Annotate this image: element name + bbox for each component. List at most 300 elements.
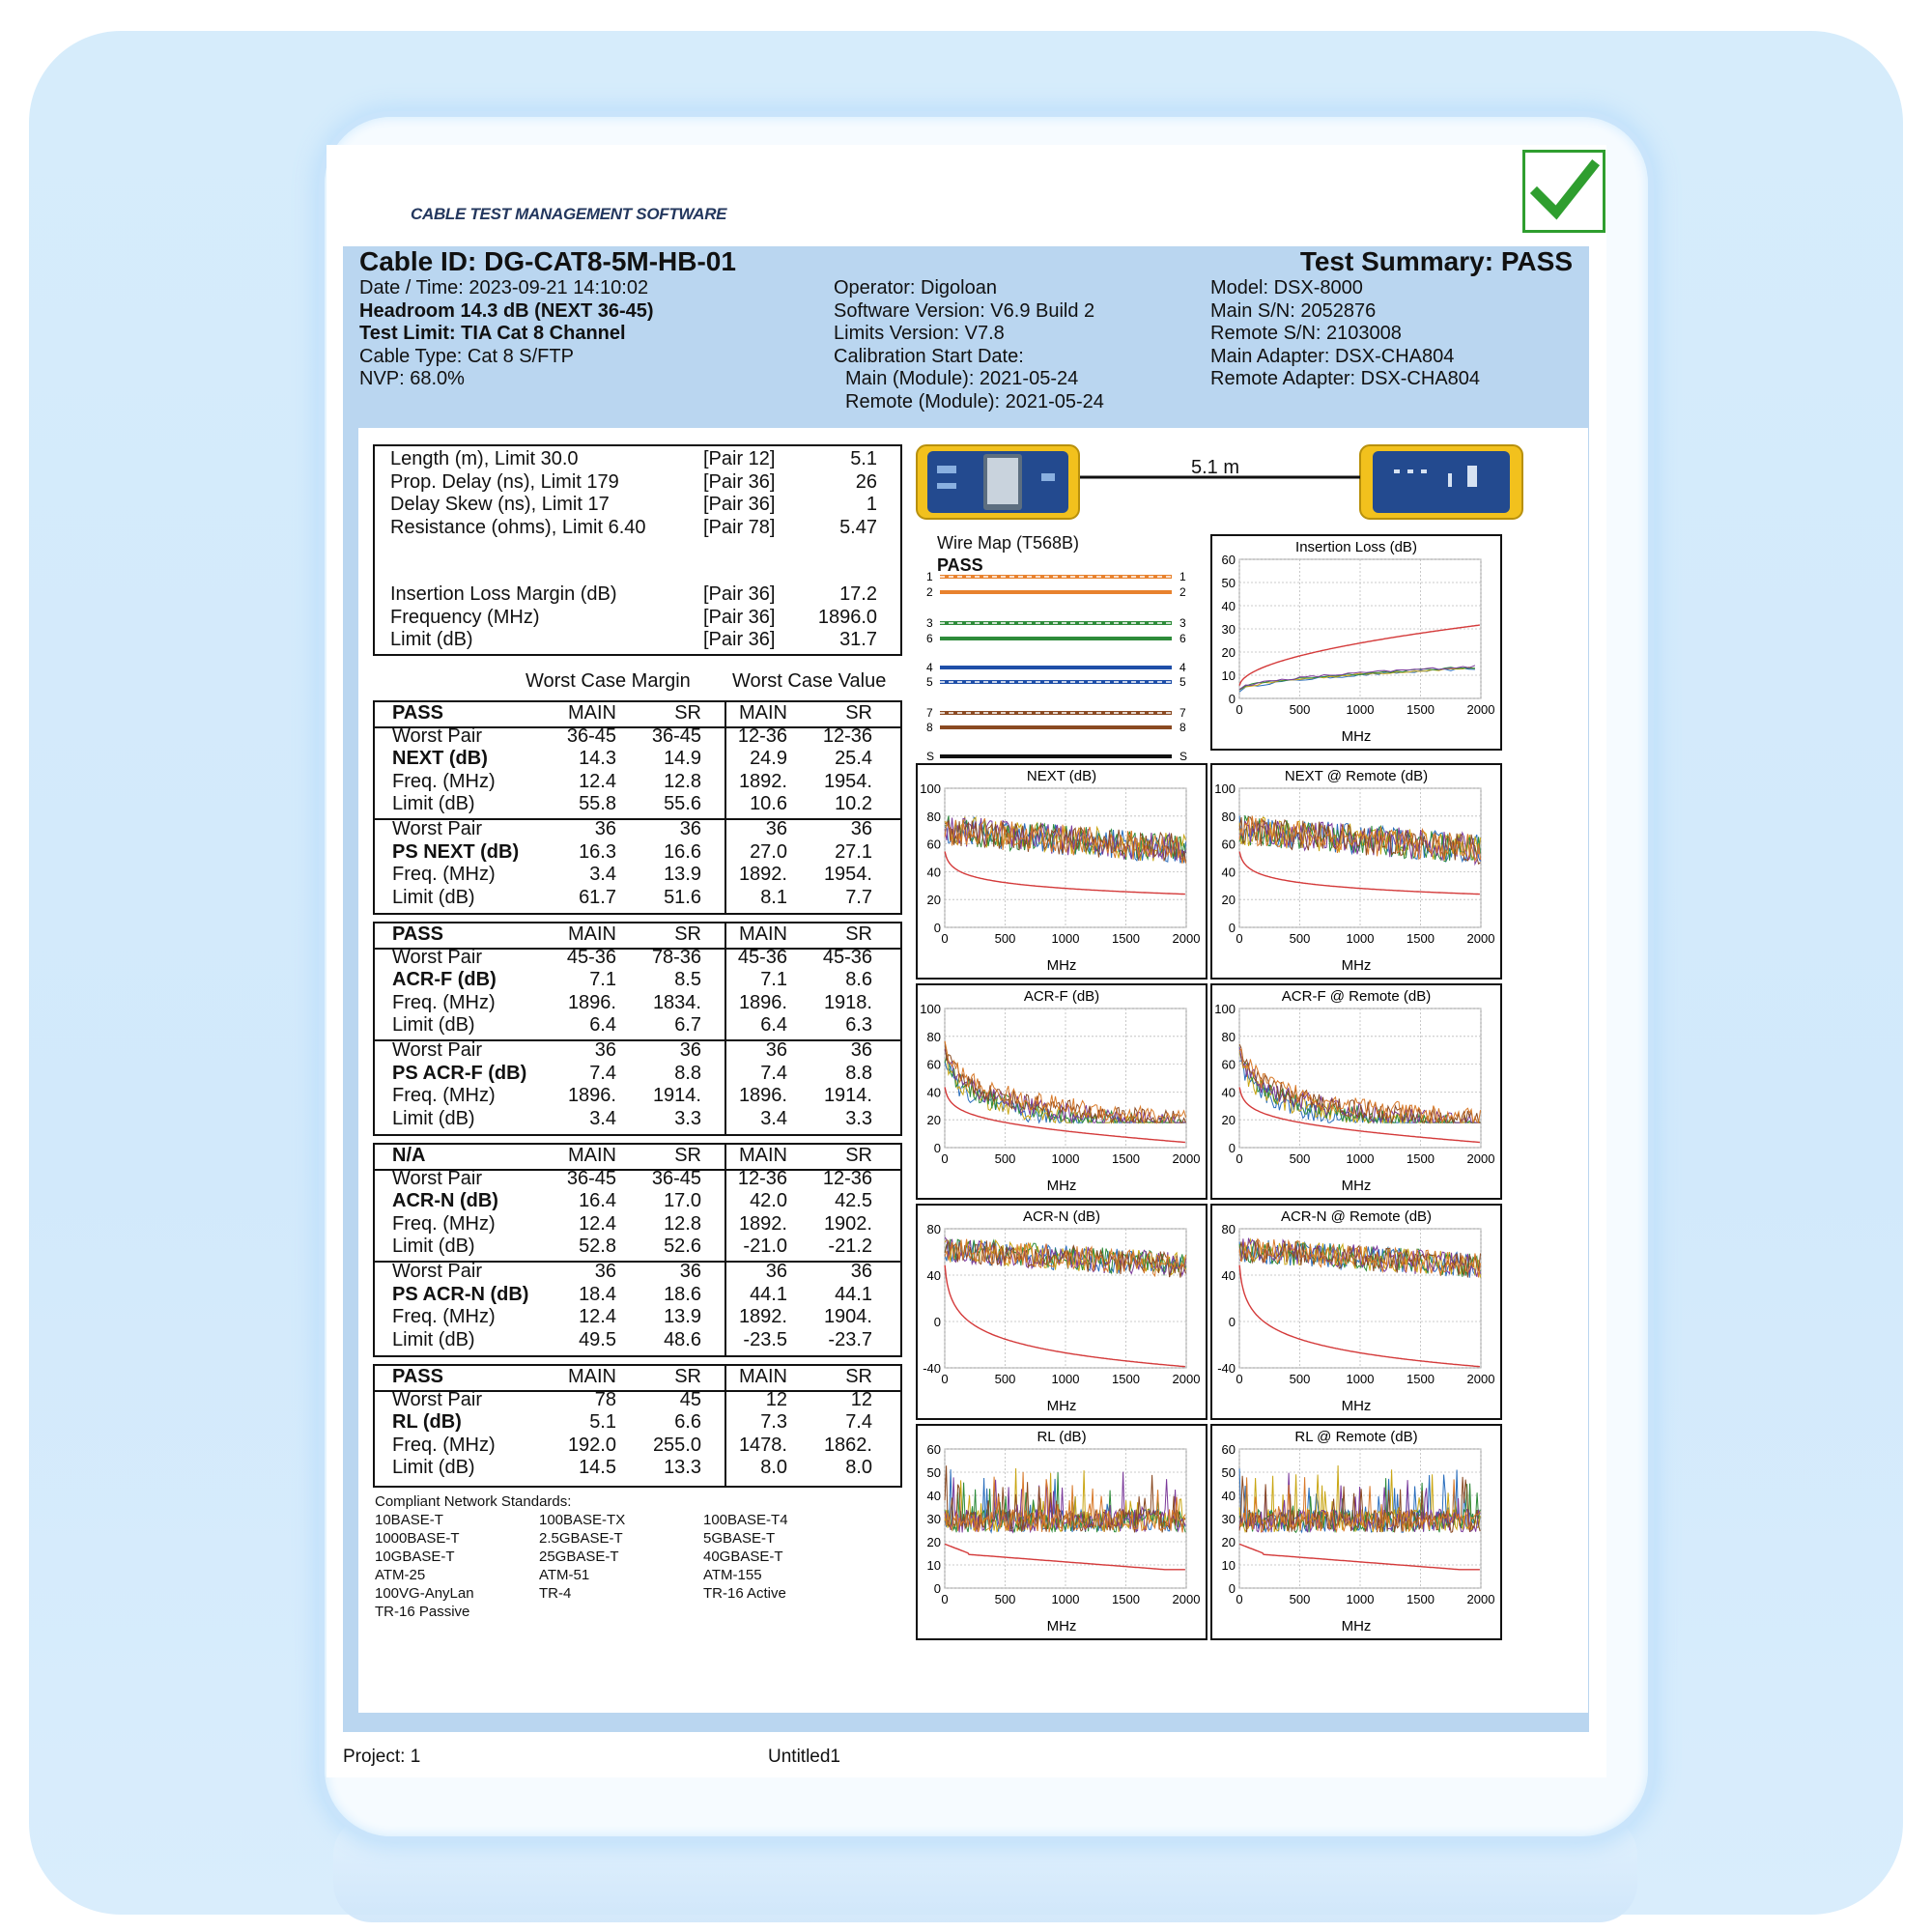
- y-tick-label: 100: [1214, 781, 1236, 796]
- wiremap-pin-right: 6: [1179, 632, 1186, 645]
- pass-checkmark-icon: [1522, 150, 1605, 233]
- y-tick-label: 60: [926, 1057, 941, 1072]
- row-value: 1896.: [567, 991, 616, 1013]
- summary-pair: [Pair 36]: [703, 629, 776, 650]
- row-value: 3.4: [589, 864, 616, 886]
- row-value: 14.3: [579, 748, 616, 770]
- row-value: 52.8: [579, 1236, 616, 1258]
- row-label: Freq. (MHz): [392, 991, 496, 1013]
- x-tick-label: 0: [941, 1372, 949, 1386]
- wiremap-pin-right: 2: [1179, 585, 1186, 599]
- y-tick-label: 100: [920, 781, 941, 796]
- y-tick-label: 40: [1221, 1085, 1236, 1100]
- row-value: 36: [594, 1039, 616, 1061]
- row-value: -23.7: [828, 1328, 872, 1350]
- standard-item: 1000BASE-T: [375, 1530, 460, 1547]
- row-value: 1892.: [738, 770, 787, 792]
- row-value: 27.0: [750, 840, 787, 863]
- y-tick-label: 100: [1214, 1002, 1236, 1016]
- chart-xlabel: MHz: [1341, 1178, 1372, 1194]
- x-tick-label: 500: [1289, 702, 1311, 717]
- row-value: 12.8: [664, 1212, 701, 1235]
- chart-title: NEXT (dB): [1026, 768, 1097, 784]
- y-tick-label: 80: [1221, 809, 1236, 824]
- row-value: 8.1: [760, 886, 787, 908]
- column-main: MAIN: [568, 923, 616, 945]
- row-value: 8.5: [674, 969, 701, 991]
- x-tick-label: 1000: [1346, 702, 1375, 717]
- standard-item: TR-16 Active: [703, 1585, 786, 1602]
- row-value: 52.6: [664, 1236, 701, 1258]
- row-value: 255.0: [652, 1434, 701, 1456]
- y-tick-label: 20: [926, 893, 941, 908]
- row-value: -21.0: [743, 1236, 787, 1258]
- chart-xlabel: MHz: [1046, 1398, 1077, 1414]
- y-tick-label: 50: [1221, 1465, 1236, 1480]
- chart-svg: [1212, 536, 1500, 749]
- chart-title: ACR-N (dB): [1022, 1208, 1101, 1225]
- wiremap-pin-left: 2: [926, 585, 933, 599]
- row-value: 8.6: [845, 969, 872, 991]
- test-summary: Test Summary: PASS: [1299, 246, 1573, 276]
- header-main-sn: Main S/N: 2052876: [1210, 299, 1377, 322]
- row-value: 44.1: [835, 1283, 872, 1305]
- y-tick-label: 0: [933, 1581, 941, 1596]
- row-value: 36: [850, 1261, 872, 1282]
- standard-item: 2.5GBASE-T: [539, 1530, 623, 1547]
- summary-pair: [Pair 36]: [703, 583, 776, 605]
- x-tick-label: 2000: [1466, 931, 1495, 946]
- row-label: Freq. (MHz): [392, 1212, 496, 1235]
- x-tick-label: 500: [1289, 1372, 1311, 1386]
- row-value: 44.1: [750, 1283, 787, 1305]
- main-tester-device: [916, 444, 1080, 525]
- header-software-version: Software Version: V6.9 Build 2: [834, 299, 1095, 322]
- column-main: MAIN: [739, 923, 787, 945]
- row-label: Freq. (MHz): [392, 1434, 496, 1456]
- row-value: 6.4: [760, 1014, 787, 1037]
- x-tick-label: 2000: [1172, 1592, 1201, 1606]
- row-value: 12.4: [579, 1212, 616, 1235]
- y-tick-label: 80: [1221, 1222, 1236, 1236]
- y-tick-label: 50: [926, 1465, 941, 1480]
- row-label: Worst Pair: [392, 1167, 482, 1189]
- cable-id: Cable ID: DG-CAT8-5M-HB-01: [359, 246, 736, 276]
- row-value: 6.7: [674, 1014, 701, 1037]
- row-value: 55.8: [579, 793, 616, 815]
- y-tick-label: 60: [1221, 837, 1236, 852]
- row-label: ACR-N (dB): [392, 1190, 498, 1212]
- chart-5: [916, 1204, 1208, 1420]
- row-value: 1892.: [738, 864, 787, 886]
- x-tick-label: 1500: [1112, 931, 1140, 946]
- row-value: 1902.: [823, 1212, 872, 1235]
- x-tick-label: 1500: [1112, 1372, 1140, 1386]
- row-value: 12-36: [822, 724, 872, 747]
- row-label: Freq. (MHz): [392, 864, 496, 886]
- row-value: 36-45: [566, 724, 616, 747]
- y-tick-label: 40: [1221, 1268, 1236, 1283]
- row-value: 1896.: [738, 991, 787, 1013]
- summary-pair: [Pair 36]: [703, 470, 776, 493]
- y-tick-label: 20: [1221, 1535, 1236, 1549]
- row-value: 7.4: [760, 1062, 787, 1084]
- chart-svg: [1212, 765, 1500, 978]
- x-tick-label: 1000: [1346, 1592, 1375, 1606]
- row-value: 8.0: [760, 1457, 787, 1479]
- row-value: 7.4: [845, 1411, 872, 1434]
- row-value: 27.1: [835, 840, 872, 863]
- row-value: -23.5: [743, 1328, 787, 1350]
- row-value: 12-36: [822, 1167, 872, 1189]
- row-value: 14.5: [579, 1457, 616, 1479]
- wiremap-pin-left: S: [926, 750, 935, 763]
- summary-value: 5.47: [839, 516, 877, 538]
- row-value: 1478.: [738, 1434, 787, 1456]
- x-tick-label: 500: [994, 931, 1016, 946]
- row-value: 18.4: [579, 1283, 616, 1305]
- row-value: 36: [679, 1261, 701, 1282]
- y-tick-label: 0: [1228, 692, 1236, 706]
- chart-xlabel: MHz: [1341, 1618, 1372, 1634]
- chart-svg: [918, 985, 1206, 1198]
- footer-project: Project: 1: [343, 1747, 421, 1767]
- row-value: 36: [594, 818, 616, 839]
- y-tick-label: 60: [1221, 1057, 1236, 1072]
- y-tick-label: 50: [1221, 576, 1236, 590]
- row-label: Freq. (MHz): [392, 1306, 496, 1328]
- x-tick-label: 1500: [1112, 1592, 1140, 1606]
- summary-pair: [Pair 78]: [703, 516, 776, 538]
- summary-pair: [Pair 36]: [703, 494, 776, 515]
- header-nvp: NVP: 68.0%: [359, 368, 465, 389]
- row-label: Worst Pair: [392, 818, 482, 839]
- wiremap-pin-right: S: [1179, 750, 1188, 763]
- y-tick-label: 40: [926, 1085, 941, 1100]
- column-sr: SR: [674, 923, 701, 945]
- wiremap-pin-left: 6: [926, 632, 933, 645]
- wiremap-pin-left: 7: [926, 706, 933, 720]
- row-value: 13.9: [664, 864, 701, 886]
- y-tick-label: 10: [1221, 668, 1236, 683]
- wiremap-pin-left: 5: [926, 675, 933, 689]
- row-label: Limit (dB): [392, 1107, 475, 1129]
- x-tick-label: 0: [941, 931, 949, 946]
- standard-item: 40GBASE-T: [703, 1548, 783, 1565]
- x-tick-label: 500: [994, 1592, 1016, 1606]
- x-tick-label: 500: [1289, 931, 1311, 946]
- chart-title: RL @ Remote (dB): [1294, 1429, 1418, 1445]
- header-remote-adapter: Remote Adapter: DSX-CHA804: [1210, 368, 1481, 389]
- row-value: 7.4: [589, 1062, 616, 1084]
- x-tick-label: 500: [994, 1151, 1016, 1166]
- row-value: 1954.: [823, 864, 872, 886]
- standards-title: Compliant Network Standards:: [375, 1493, 572, 1510]
- column-sr: SR: [845, 702, 872, 724]
- row-value: 1862.: [823, 1434, 872, 1456]
- x-tick-label: 500: [994, 1372, 1016, 1386]
- x-tick-label: 1000: [1051, 1151, 1080, 1166]
- x-tick-label: 1500: [1406, 1592, 1435, 1606]
- row-value: 6.4: [589, 1014, 616, 1037]
- header-operator: Operator: Digoloan: [834, 277, 997, 298]
- x-tick-label: 1500: [1406, 1151, 1435, 1166]
- chart-svg: [918, 765, 1206, 978]
- x-tick-label: 1000: [1051, 1372, 1080, 1386]
- column-main: MAIN: [739, 702, 787, 724]
- y-tick-label: 10: [926, 1558, 941, 1573]
- standard-item: 25GBASE-T: [539, 1548, 619, 1565]
- row-value: 36: [679, 1039, 701, 1061]
- x-tick-label: 0: [1236, 1592, 1243, 1606]
- y-tick-label: 40: [1221, 865, 1236, 880]
- standard-item: ATM-155: [703, 1567, 762, 1583]
- row-label: Worst Pair: [392, 1261, 482, 1282]
- chart-6: [1210, 1204, 1502, 1420]
- row-label: Limit (dB): [392, 886, 475, 908]
- y-tick-label: 80: [926, 1222, 941, 1236]
- row-value: 36: [850, 818, 872, 839]
- y-tick-label: 20: [1221, 1113, 1236, 1128]
- row-value: 12.4: [579, 770, 616, 792]
- chart-title: RL (dB): [1037, 1429, 1087, 1445]
- row-value: 8.8: [674, 1062, 701, 1084]
- row-value: 48.6: [664, 1328, 701, 1350]
- row-value: 3.3: [674, 1107, 701, 1129]
- row-label: Freq. (MHz): [392, 770, 496, 792]
- header-calibration-date: Calibration Start Date:: [834, 345, 1024, 367]
- row-label: Limit (dB): [392, 1236, 475, 1258]
- standard-item: TR-16 Passive: [375, 1604, 470, 1620]
- wiremap-pin-left: 1: [926, 570, 933, 583]
- row-value: 1834.: [652, 991, 701, 1013]
- wiremap-pin-right: 5: [1179, 675, 1186, 689]
- row-value: 42.5: [835, 1190, 872, 1212]
- header-limits-version: Limits Version: V7.8: [834, 323, 1005, 344]
- summary-value: 1896.0: [817, 606, 877, 628]
- summary-box: [373, 444, 902, 656]
- x-tick-label: 2000: [1466, 1592, 1495, 1606]
- row-label: Worst Pair: [392, 946, 482, 968]
- chart-svg: [1212, 1206, 1500, 1418]
- chart-title: NEXT @ Remote (dB): [1284, 768, 1429, 784]
- standard-item: TR-4: [539, 1585, 572, 1602]
- y-tick-label: 30: [926, 1512, 941, 1526]
- y-tick-label: 20: [1221, 893, 1236, 908]
- row-value: 10.2: [835, 793, 872, 815]
- chart-title: ACR-F (dB): [1023, 988, 1100, 1005]
- row-value: 45: [679, 1388, 701, 1410]
- row-value: 3.4: [589, 1107, 616, 1129]
- row-label: Worst Pair: [392, 724, 482, 747]
- summary-value: 26: [855, 470, 877, 493]
- row-label: RL (dB): [392, 1411, 462, 1434]
- link-length: 5.1 m: [1191, 457, 1240, 478]
- row-value: 49.5: [579, 1328, 616, 1350]
- row-value: 12: [765, 1388, 787, 1410]
- row-label: PS ACR-N (dB): [392, 1283, 529, 1305]
- row-label: Limit (dB): [392, 1014, 475, 1037]
- x-tick-label: 0: [1236, 1372, 1243, 1386]
- row-value: 61.7: [579, 886, 616, 908]
- chart-xlabel: MHz: [1341, 957, 1372, 974]
- header-date: Date / Time: 2023-09-21 14:10:02: [359, 277, 649, 298]
- y-tick-label: 0: [933, 1141, 941, 1155]
- y-tick-label: 40: [926, 1489, 941, 1503]
- row-value: 24.9: [750, 748, 787, 770]
- summary-label: Resistance (ohms), Limit 6.40: [390, 516, 646, 538]
- y-tick-label: 80: [926, 809, 941, 824]
- row-value: 1954.: [823, 770, 872, 792]
- y-tick-label: 80: [1221, 1029, 1236, 1044]
- row-value: 3.4: [760, 1107, 787, 1129]
- summary-value: 31.7: [839, 629, 877, 650]
- row-value: 36-45: [651, 724, 701, 747]
- row-value: 3.3: [845, 1107, 872, 1129]
- brand-title: CABLE TEST MANAGEMENT SOFTWARE: [411, 205, 727, 223]
- x-tick-label: 500: [1289, 1592, 1311, 1606]
- x-tick-label: 1000: [1346, 1372, 1375, 1386]
- header-cal-main: Main (Module): 2021-05-24: [845, 368, 1079, 389]
- x-tick-label: 1000: [1346, 1151, 1375, 1166]
- chart-3: [916, 983, 1208, 1200]
- standard-item: 100BASE-TX: [539, 1512, 626, 1528]
- row-value: 55.6: [664, 793, 701, 815]
- standard-item: 10GBASE-T: [375, 1548, 455, 1565]
- row-value: 1892.: [738, 1212, 787, 1235]
- chart-title: ACR-F @ Remote (dB): [1281, 988, 1432, 1005]
- summary-label: Frequency (MHz): [390, 606, 540, 628]
- worst-case-margin-heading: Worst Case Margin: [526, 670, 691, 692]
- chart-8: [1210, 1424, 1502, 1640]
- row-value: 13.3: [664, 1457, 701, 1479]
- row-value: 12-36: [737, 1167, 787, 1189]
- row-label: NEXT (dB): [392, 748, 488, 770]
- standard-item: 10BASE-T: [375, 1512, 443, 1528]
- summary-label: Limit (dB): [390, 629, 473, 650]
- x-tick-label: 2000: [1172, 1372, 1201, 1386]
- y-tick-label: 20: [926, 1113, 941, 1128]
- x-tick-label: 2000: [1172, 931, 1201, 946]
- wiremap-pin-right: 4: [1179, 661, 1186, 674]
- chart-xlabel: MHz: [1341, 1398, 1372, 1414]
- y-tick-label: 60: [1221, 1442, 1236, 1457]
- row-label: ACR-F (dB): [392, 969, 497, 991]
- row-value: 42.0: [750, 1190, 787, 1212]
- row-value: 6.6: [674, 1411, 701, 1434]
- column-sr: SR: [845, 1145, 872, 1166]
- row-value: 8.0: [845, 1457, 872, 1479]
- y-tick-label: 0: [1228, 921, 1236, 935]
- y-tick-label: -40: [1217, 1361, 1236, 1376]
- chart-xlabel: MHz: [1341, 728, 1372, 745]
- chart-7: [916, 1424, 1208, 1640]
- row-label: Worst Pair: [392, 1388, 482, 1410]
- column-sr: SR: [674, 702, 701, 724]
- row-value: 18.6: [664, 1283, 701, 1305]
- row-value: -21.2: [828, 1236, 872, 1258]
- x-tick-label: 2000: [1466, 702, 1495, 717]
- row-value: 1918.: [823, 991, 872, 1013]
- column-sr: SR: [674, 1145, 701, 1166]
- row-value: 7.1: [760, 969, 787, 991]
- column-main: MAIN: [568, 702, 616, 724]
- row-value: 6.3: [845, 1014, 872, 1037]
- x-tick-label: 1500: [1406, 702, 1435, 717]
- row-value: 51.6: [664, 886, 701, 908]
- column-sr: SR: [845, 1366, 872, 1387]
- x-tick-label: 500: [1289, 1151, 1311, 1166]
- row-value: 192.0: [567, 1434, 616, 1456]
- chart-title: Insertion Loss (dB): [1295, 539, 1417, 555]
- y-tick-label: 40: [926, 1268, 941, 1283]
- wiremap-pin-right: 3: [1179, 616, 1186, 630]
- x-tick-label: 0: [1236, 702, 1243, 717]
- y-tick-label: 30: [1221, 622, 1236, 637]
- x-tick-label: 1500: [1406, 1372, 1435, 1386]
- x-tick-label: 2000: [1172, 1151, 1201, 1166]
- remote-tester-device: [1359, 444, 1523, 525]
- chart-0: [1210, 534, 1502, 751]
- chart-2: [1210, 763, 1502, 980]
- y-tick-label: 80: [926, 1029, 941, 1044]
- row-value: 45-36: [737, 946, 787, 968]
- row-value: 12.8: [664, 770, 701, 792]
- wiremap-pin-left: 8: [926, 721, 933, 734]
- chart-title: ACR-N @ Remote (dB): [1280, 1208, 1433, 1225]
- y-tick-label: 0: [1228, 1141, 1236, 1155]
- wiremap-pin-left: 4: [926, 661, 933, 674]
- table-status: PASS: [392, 702, 443, 724]
- y-tick-label: 60: [926, 1442, 941, 1457]
- chart-svg: [1212, 1426, 1500, 1638]
- row-value: 36: [594, 1261, 616, 1282]
- wiremap-pin-right: 8: [1179, 721, 1186, 734]
- header-remote-sn: Remote S/N: 2103008: [1210, 323, 1402, 344]
- header-test-limit: Test Limit: TIA Cat 8 Channel: [359, 323, 626, 344]
- column-main: MAIN: [739, 1366, 787, 1387]
- row-value: 16.4: [579, 1190, 616, 1212]
- chart-xlabel: MHz: [1046, 1178, 1077, 1194]
- x-tick-label: 0: [941, 1151, 949, 1166]
- summary-label: Delay Skew (ns), Limit 17: [390, 494, 610, 515]
- x-tick-label: 0: [1236, 931, 1243, 946]
- row-value: 36: [765, 1261, 787, 1282]
- y-tick-label: 40: [926, 865, 941, 880]
- y-tick-label: 10: [1221, 1558, 1236, 1573]
- x-tick-label: 0: [941, 1592, 949, 1606]
- summary-label: Insertion Loss Margin (dB): [390, 583, 617, 605]
- row-value: 12.4: [579, 1306, 616, 1328]
- row-value: 78-36: [651, 946, 701, 968]
- summary-value: 5.1: [850, 448, 877, 469]
- column-main: MAIN: [739, 1145, 787, 1166]
- wiremap-diagram: [923, 565, 1193, 768]
- y-tick-label: 60: [926, 837, 941, 852]
- row-label: PS ACR-F (dB): [392, 1062, 527, 1084]
- chart-xlabel: MHz: [1046, 1618, 1077, 1634]
- standard-item: 100BASE-T4: [703, 1512, 788, 1528]
- row-label: PS NEXT (dB): [392, 840, 520, 863]
- y-tick-label: 60: [1221, 553, 1236, 567]
- table-status: PASS: [392, 1366, 443, 1387]
- row-value: 36: [679, 818, 701, 839]
- row-value: 36-45: [651, 1167, 701, 1189]
- column-sr: SR: [674, 1366, 701, 1387]
- standard-item: ATM-25: [375, 1567, 426, 1583]
- row-value: 8.8: [845, 1062, 872, 1084]
- y-tick-label: -40: [923, 1361, 941, 1376]
